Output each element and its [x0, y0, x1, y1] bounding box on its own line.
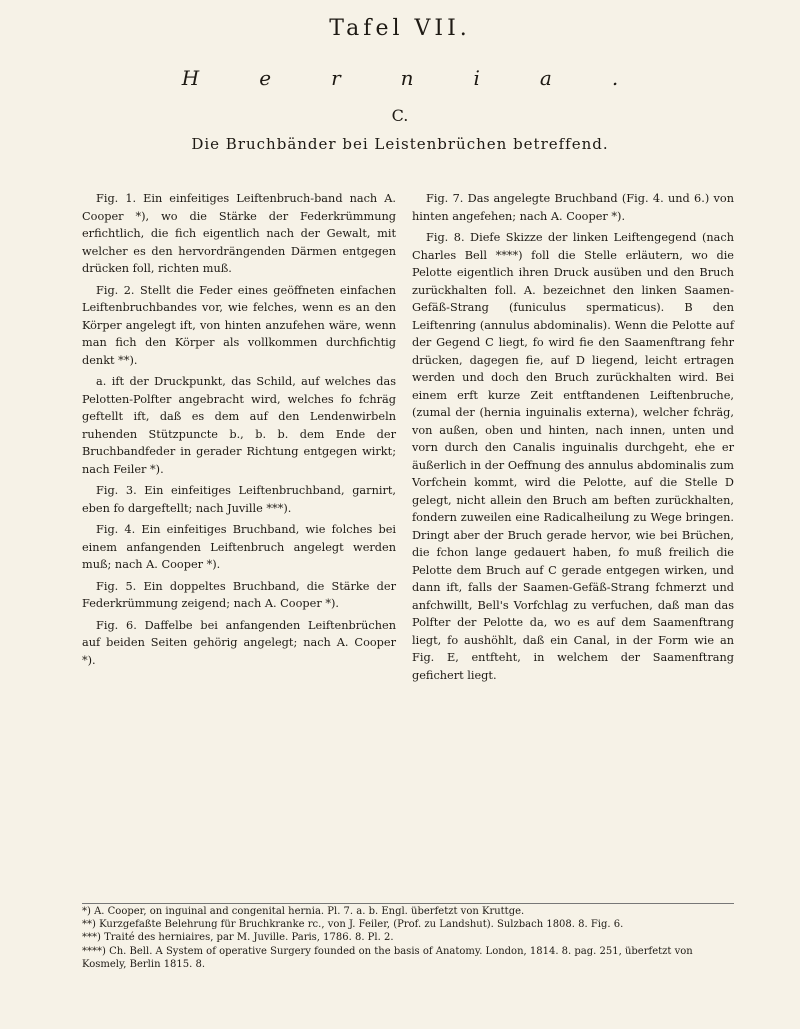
footnote-3: ***) Traité des herniaires, par M. Juville. Paris, 1786. 8. Pl. 2. [82, 932, 394, 944]
footnotes [82, 905, 734, 971]
footnote-2: **) Kurzgefaßte Belehrung für Bruchkranke rc., von J. Feiler, (Prof. zu Landshut). Sulzbach 1808. 8. Fig. 6. [82, 919, 624, 931]
fig-8-description: Fig. 8. Diefe Skizze der linken Leiftengegend (nach Charles Bell ****) foll die Stelle erläutern, wo die Pelotte eigentlich ihren Druck ausüben und den Bruch zurückhalten foll. A. bezeichnet den linken Saamen-Gefäß-Strang (funiculus spermaticus). B den Leiftenring (annulus abdominalis). Wenn die Pelotte auf der Gegend C liegt, fo wird fie den Saamenftrang fehr drücken, dagegen fie, auf D liegend, leicht ertragen werden und doch den Bruch zurückhalten wird. Bei einem erft kurze Zeit entftandenen Leiftenbruche, (zumal der (hernia inguinalis externa), welcher fchräg, von außen, oben und hinten, nach innen, unten und vorn durch den Canalis inguinalis durchgeht, ehe er äußerlich in der Oeffnung des annulus abdominalis zum Vorfchein kommt, wird die Pelotte, auf die Stelle D gelegt, nicht allein den Bruch am beften zurückhalten, fondern zuweilen eine Radicalheilung zu Wege bringen. Dringt aber der Bruch gerade hervor, wie bei Brüchen, die fchon lange gedauert haben, fo muß freilich die Pelotte dem Bruch auf C gerade entgegen wirken, und dann ift, falls der Saamen-Gefäß-Strang fchmerzt und anfchwillt, Bell's Vorfchlag zu verfuchen, daß man das Polfter der Pelotte da, wo es auf dem Saamenftrang liegt, fo aushöhlt, daß ein Canal, in der Form wie an Fig. E, entfteht, in welchem der Saamenftrang gefichert liegt. [412, 231, 734, 682]
fig-1-description: Fig. 1. Ein einfeitiges Leiftenbruch-band nach A. Cooper *), wo die Stärke der Federkrümmung erfichtlich, die fich eigentlich nach der Gewalt, mit welcher es den hervordrängenden Därmen entgegen drücken foll, richten muß. [82, 192, 396, 275]
plate-subtitle: Die Bruchbänder bei Leistenbrüchen betreffend. [191, 135, 609, 153]
footnote-1: *) A. Cooper, on inguinal and congenital hernia. Pl. 7. a. b. Engl. überfetzt von Kruttge. [82, 906, 525, 917]
fig-4-description: Fig. 4. Ein einfeitiges Bruchband, wie folches bei einem anfangenden Leiftenbruch angelegt werden muß; nach A. Cooper *). [82, 523, 396, 571]
fig-6-description: Fig. 6. Daffelbe bei anfangenden Leiftenbrüchen auf beiden Seiten gehörig angelegt; nach A. Cooper *). [82, 618, 396, 667]
fig-7-description: Fig. 7. Das angelegte Bruchband (Fig. 4. und 6.) von hinten angefehen; nach A. Cooper *). [412, 192, 734, 223]
footnote-4: ****) Ch. Bell. A System of operative Surgery founded on the basis of Anatomy. London, 1814. 8. pag. 251, überfetzt von Kosmely, Berlin 1815. 8. [82, 945, 693, 970]
fig-3-description: Fig. 3. Ein einfeitiges Leiftenbruchband, garnirt, eben fo dargeftellt; nach Juville ***). [82, 484, 396, 515]
fig-2-description: Fig. 2. Stellt die Feder eines geöffneten einfachen Leiftenbruchbandes vor, wie felches, wenn es an den Körper angelegt ift, von hinten anzufehen wäre, wenn man fich den Körper als vollkommen durchfichtig denkt **). [82, 283, 396, 367]
fig-5-description: Fig. 5. Ein doppeltes Bruchband, die Stärke der Federkrümmung zeigend; nach A. Cooper *). [82, 579, 396, 610]
right-column [412, 190, 734, 688]
left-column [82, 190, 396, 673]
plate-number: Tafel VII. [329, 16, 471, 41]
footnote-divider [82, 903, 734, 904]
plate-title: Hernia. [181, 66, 679, 90]
section-letter: C. [391, 106, 409, 125]
fig-2-legend: a. ift der Druckpunkt, das Schild, auf welches das Pelotten-Polfter angebracht wird, welches fo fchräg geftellt ift, daß es dem auf den Lendenwirbeln ruhenden Stützpuncte b., b. b. dem Ende der Bruchbandfeder in gerader Richtung entgegen wirkt; nach Feiler *). [82, 375, 396, 476]
